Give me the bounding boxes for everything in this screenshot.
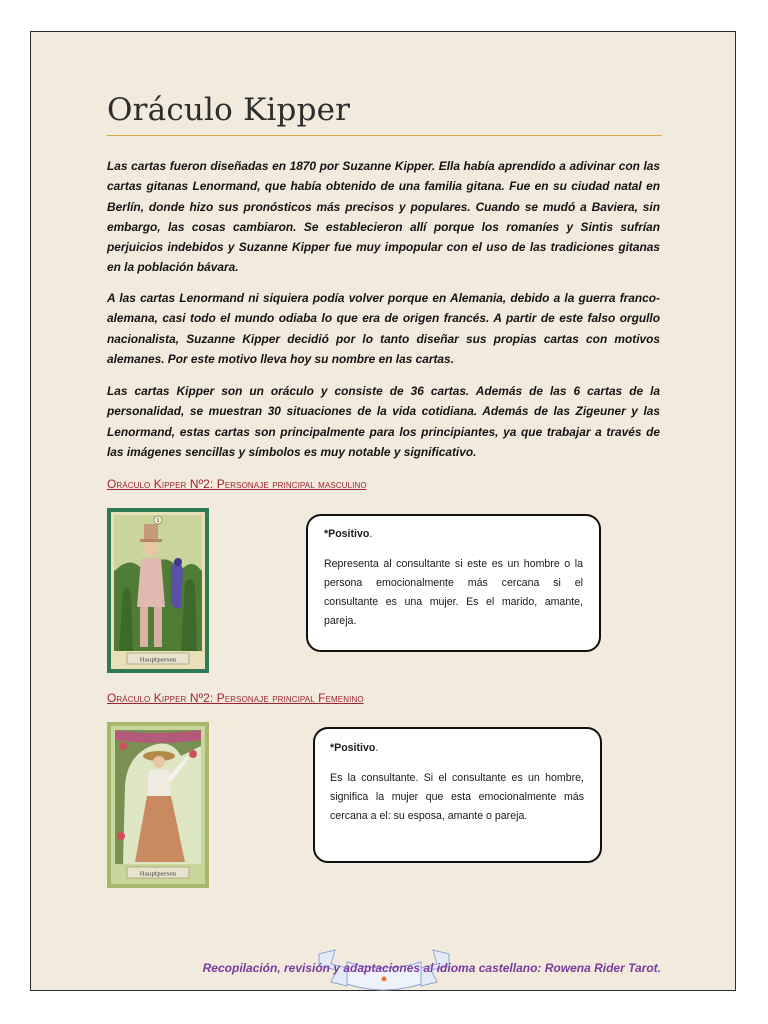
positivo-suffix: . — [375, 742, 379, 754]
positivo-label: *Positivo — [330, 742, 376, 754]
card-caption: Hauptperson — [139, 657, 177, 664]
section-heading-female[interactable]: Oráculo Kipper Nº2: Personaje principal Femenino — [107, 691, 364, 705]
description-box-female — [313, 727, 602, 863]
description-text: Es la consultante. Si el consultante es un hombre, significa la mujer que esta emocionalmente más cercana a el: su esposa, amante o pareja. — [330, 772, 584, 822]
description-box-male — [306, 514, 601, 652]
intro-paragraph-3: Las cartas Kipper son un oráculo y consiste de 36 cartas. Además de las 6 cartas de la personalidad, se muestran 30 situaciones de la vida cotidiana. Además de las Zigeuner y las Lenormand, estas cartas son principalmente para los principiantes, ya que trabajar a través de las imágenes sencillas y símbolos es muy notable y significativo. — [107, 384, 660, 459]
tarot-card-woman-icon — [107, 722, 209, 888]
tarot-card-man-icon — [107, 508, 209, 673]
intro-paragraph-2: A las cartas Lenormand ni siquiera podía volver porque en Alemania, debido a la guerra franco-alemana, casi todo el mundo odiaba lo que era de origen francés. A partir de este falso orgullo nacionalista, Suzanne Kipper decidió por lo tanto diseñar sus propias cartas con motivos alemanes. Por este motivo lleva hoy su nombre en las cartas. — [107, 291, 660, 366]
card-caption: Hauptperson — [139, 871, 177, 878]
positivo-label: *Positivo — [324, 528, 370, 540]
card-number: 1 — [156, 518, 160, 524]
section-heading-male[interactable]: Oráculo Kipper Nº2: Personaje principal masculino — [107, 477, 367, 491]
document-title: Oráculo Kipper — [107, 92, 351, 128]
title-underline — [107, 135, 662, 136]
document-page — [30, 31, 736, 991]
intro-paragraph-1: Las cartas fueron diseñadas en 1870 por Suzanne Kipper. Ella había aprendido a adivinar con las cartas gitanas Lenormand, que había obtenido de una familia gitana. Fue en su ciudad natal en Berlín, donde hizo sus pronósticos más precisos y populares. Cuando se mudó a Baviera, sin embargo, las cosas cambiaron. Se establecieron allí porque los romaníes y Sintis sufrían perjuicios indebidos y Suzanne Kipper fue muy impopular con el uso de las tradiciones gitanas en la población bávara. — [107, 159, 660, 275]
footer-credit: Recopilación, revisión y adaptaciones al idioma castellano: Rowena Rider Tarot. — [202, 961, 661, 975]
positivo-suffix: . — [369, 528, 373, 540]
description-text: Representa al consultante si este es un hombre o la persona emocionalmente más cercana si el consultante es una mujer. Es el marido, amante, pareja. — [324, 558, 583, 627]
